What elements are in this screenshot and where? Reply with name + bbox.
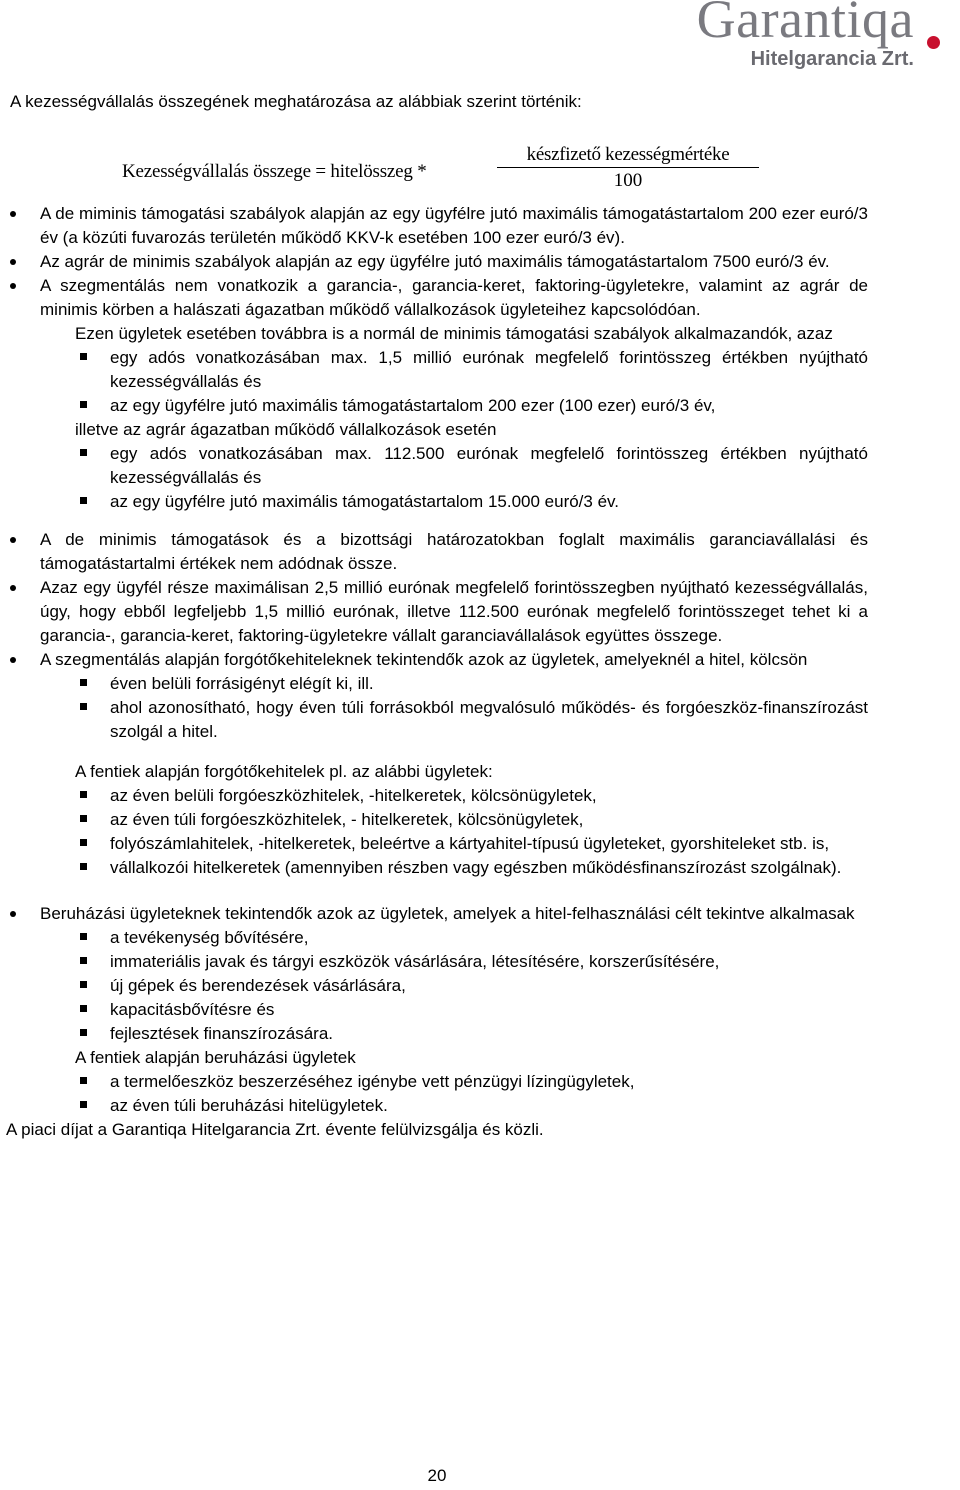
examples-intro-text: A fentiek alapján beruházási ügyletek [75,1048,356,1067]
square-item: immateriális javak és tárgyi eszközök vásárlására, létesítésére, korszerűsítésére, [75,950,868,974]
square-list [75,672,868,744]
square-item: az éven túli beruházási hitelügyletek. [75,1094,868,1118]
formula-denominator: 100 [613,170,643,191]
sub-intro [40,322,868,346]
bullet-item [10,202,868,250]
sub-mid-text: illetve az agrár ágazatban működő vállalkozások esetén [75,420,497,439]
logo-wordmark: Garantiqa [696,0,914,49]
square-list [75,926,868,1046]
bullet-list [10,902,868,1118]
bullet-text: A szegmentálás alapján forgótőkehiteleknek tekintendők azok az ügyletek, amelyeknél a hitel, kölcsön [40,650,808,669]
square-list [75,442,868,514]
bullet-item [10,274,868,514]
bullet-text: A szegmentálás nem vonatkozik a garancia-, garancia-keret, faktoring-ügyletekre, valamint az agrár de minimis körben a halászati ágazatban működő vállalkozások ügyleteihez kapcsolódóan. [40,276,868,319]
square-item: az egy ügyfélre jutó maximális támogatástartalom 15.000 euró/3 év. [75,490,868,514]
bullet-text: Azaz egy ügyfél része maximálisan 2,5 millió eurónak megfelelő forintösszegben nyújtható kezességvállalás, úgy, hogy ebből legfeljebb 1,5 millió eurónak, illetve 112.500 eurónak megfelelő forintösszeget tehet ki a garancia-, garancia-keret, faktoring-ügyletekre vállalt garanciavállalások együttes összege. [40,578,868,645]
bullet-list [10,528,868,880]
examples-intro [40,760,868,784]
square-item: vállalkozói hitelkeretek (amennyiben részben vagy egészben működésfinanszírozást szolgálnak). [75,856,868,880]
square-item: az éven túli forgóeszközhitelek, - hitelkeretek, kölcsönügyletek, [75,808,868,832]
bullet-text: A de minimis támogatások és a bizottsági határozatokban foglalt maximális garanciavállalási és támogatástartalmi értékek nem adódnak össze. [40,530,868,573]
page-number: 20 [427,1466,447,1485]
formula [10,144,868,198]
square-item: a tevékenység bővítésére, [75,926,868,950]
logo-dot-icon [927,36,940,49]
square-list [75,1070,868,1118]
bullet-item [10,528,868,576]
closing-text: A piaci díjat a Garantiqa Hitelgarancia Zrt. évente felülvizsgálja és közli. [6,1120,544,1139]
square-item: éven belüli forrásigényt elégít ki, ill. [75,672,868,696]
examples-intro [40,1046,868,1070]
bullet-item [10,648,868,880]
company-logo [674,0,954,78]
bullet-item [10,902,868,1118]
square-item: egy adós vonatkozásában max. 1,5 millió eurónak megfelelő forintösszeg értékben nyújtható kezességvállalás és [75,346,868,394]
logo-subtitle: Hitelgarancia Zrt. [750,48,914,70]
formula-left: Kezességvállalás összege = hitelösszeg * [122,161,427,182]
formula-numerator: készfizető kezességmértéke [497,144,759,168]
bullet-text: Az agrár de minimis szabályok alapján az egy ügyfélre jutó maximális támogatástartalom 7500 euró/3 év. [40,252,830,271]
bullet-text: Beruházási ügyleteknek tekintendők azok az ügyletek, amelyek a hitel-felhasználási célt tekintve alkalmasak [40,904,855,923]
square-item: ahol azonosítható, hogy éven túli forrásokból megvalósuló működés- és forgóeszköz-finanszírozást szolgál a hitel. [75,696,868,744]
bullet-item [10,576,868,648]
document-body [6,84,868,1142]
square-list [75,346,868,418]
square-item: az egy ügyfélre jutó maximális támogatástartalom 200 ezer (100 ezer) euró/3 év, [75,394,868,418]
square-item: fejlesztések finanszírozására. [75,1022,868,1046]
bullet-list [10,202,868,514]
square-item: az éven belüli forgóeszközhitelek, -hitelkeretek, kölcsönügyletek, [75,784,868,808]
square-item: folyószámlahitelek, -hitelkeretek, beleértve a kártyahitel-típusú ügyleteket, gyorshiteleket stb. is, [75,832,868,856]
square-item: a termelőeszköz beszerzéséhez igénybe vett pénzügyi lízingügyletek, [75,1070,868,1094]
bullet-text: A de miminis támogatási szabályok alapján az egy ügyfélre jutó maximális támogatástartalom 200 ezer euró/3 év (a közúti fuvarozás területén működő KKV-k esetében 100 ezer euró/3 év). [40,204,868,247]
sub-mid [40,418,868,442]
bullet-item [10,250,868,274]
square-item: egy adós vonatkozásában max. 112.500 eurónak megfelelő forintösszeg értékben nyújtható kezességvállalás és [75,442,868,490]
square-item: kapacitásbővítésre és [75,998,868,1022]
formula-fraction [497,144,759,192]
square-list [75,784,868,880]
square-item: új gépek és berendezések vásárlására, [75,974,868,998]
sub-intro-text: Ezen ügyletek esetében továbbra is a normál de minimis támogatási szabályok alkalmazandók, azaz [75,324,833,343]
examples-intro-text: A fentiek alapján forgótőkehitelek pl. az alábbi ügyletek: [75,762,493,781]
intro-text: A kezességvállalás összegének meghatározása az alábbiak szerint történik: [10,92,582,111]
